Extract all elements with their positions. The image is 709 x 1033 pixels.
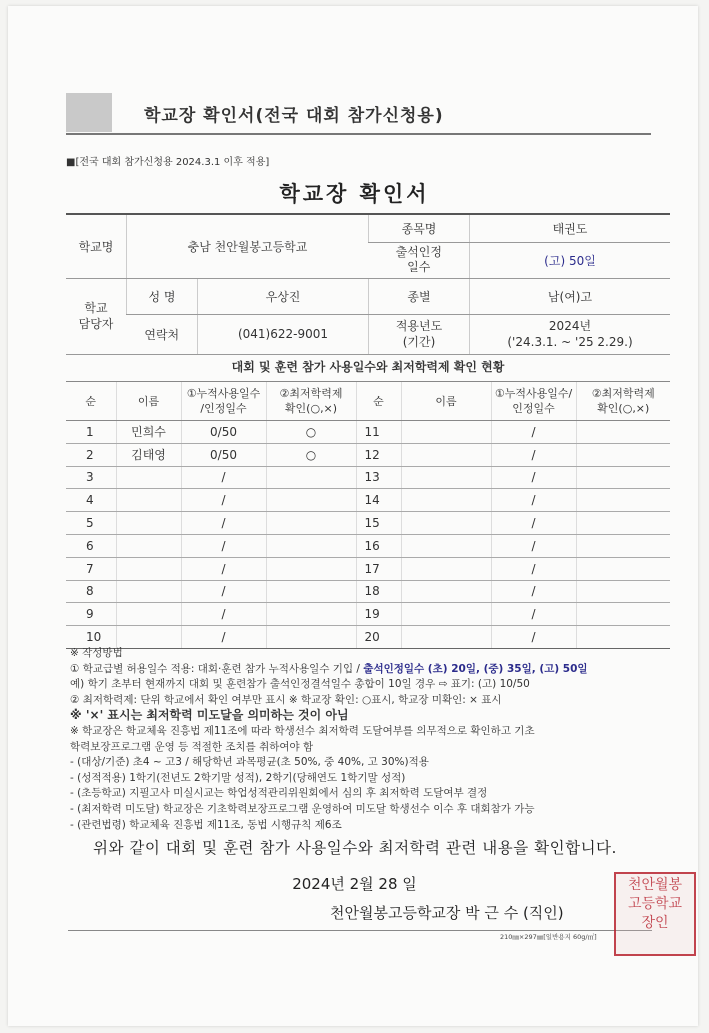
roster-cell: [576, 557, 670, 580]
roster-cell: [576, 443, 670, 466]
method-line: [70, 662, 682, 678]
roster-cell: 17: [356, 557, 401, 580]
method-line: - (대상/기준) 초4 ~ 고3 / 해당학년 과목평균(초 50%, 중 40%, 고 30%)적용: [70, 756, 429, 769]
roster-cell: /: [181, 466, 266, 489]
roster-cell: 민희수: [116, 421, 181, 444]
roster-cell: /: [181, 512, 266, 535]
roster-cell: /: [491, 512, 576, 535]
roster-cell: 11: [356, 421, 401, 444]
method-line: 예) 학기 초부터 현재까지 대회 및 훈련참가 출석인정결석일수 총합이 10일 경우 ⇨ 표기: (고) 10/50: [70, 678, 530, 691]
method-line: - (관련법령) 학교체육 진흥법 제11조, 동법 시행규칙 제6조: [70, 818, 342, 831]
roster-cell: /: [181, 557, 266, 580]
roster-cell: [116, 489, 181, 512]
roster-cell: [401, 534, 491, 557]
roster-header-cell: 순: [66, 382, 116, 421]
roster-cell: [116, 512, 181, 535]
roster-cell: 4: [66, 489, 116, 512]
header-bar: [66, 93, 651, 135]
roster-cell: 2: [66, 443, 116, 466]
roster-header-cell: 이름: [401, 382, 491, 421]
document-title: 학교장 확인서: [279, 182, 430, 206]
roster-row: [66, 443, 670, 466]
roster-cell: 1: [66, 421, 116, 444]
roster-row: [66, 580, 670, 603]
roster-row: [66, 421, 670, 444]
roster-header-cell: 순: [356, 382, 401, 421]
roster-cell: [401, 603, 491, 626]
roster-cell: /: [181, 626, 266, 649]
school-label: 학교명: [66, 214, 127, 278]
method-line: - (성적적용) 1학기(전년도 2학기말 성적), 2학기(당해연도 1학기말 성적): [70, 771, 406, 784]
roster-cell: [401, 443, 491, 466]
roster-cell: /: [181, 580, 266, 603]
roster-cell: 13: [356, 466, 401, 489]
gender-label: 종별: [369, 278, 470, 314]
roster-cell: 김태영: [116, 443, 181, 466]
section-title: 대회 및 훈련 참가 사용일수와 최저학력제 확인 현황: [66, 353, 670, 382]
issue-date: 2024년 2월 28 일: [292, 875, 417, 893]
roster-cell: [576, 421, 670, 444]
roster-cell: /: [491, 466, 576, 489]
roster-cell: /: [491, 534, 576, 557]
application-note: ■[전국 대회 참가신청용 2024.3.1 이후 적용]: [66, 157, 270, 168]
roster-cell: [401, 421, 491, 444]
name-value: 우상진: [198, 278, 369, 314]
roster-cell: 16: [356, 534, 401, 557]
roster-cell: 5: [66, 512, 116, 535]
year-cell: [470, 314, 671, 354]
roster-header-cell: 이름: [116, 382, 181, 421]
method-line-text: ① 학교급별 허용일수 적용: 대회·훈련 참가 누적사용일수 기입 /: [70, 662, 364, 675]
roster-cell: [576, 534, 670, 557]
roster-cell: [116, 580, 181, 603]
roster-cell: [266, 603, 356, 626]
roster-cell: ○: [266, 421, 356, 444]
method-line: - (초등학교) 지필고사 미실시교는 학업성적관리위원회에서 심의 후 최저학력 도달여부 결정: [70, 787, 488, 800]
roster-cell: [116, 534, 181, 557]
roster-cell: 6: [66, 534, 116, 557]
roster-cell: 3: [66, 466, 116, 489]
attendance-label: 출석인정 일수: [369, 242, 470, 278]
event-value: 태권도: [470, 214, 671, 242]
roster-cell: ○: [266, 443, 356, 466]
person-label: 학교 담당자: [66, 278, 127, 354]
roster-cell: /: [491, 489, 576, 512]
header-accent: [66, 93, 112, 132]
roster-cell: [576, 466, 670, 489]
header-title: 학교장 확인서(전국 대회 참가신청용): [144, 106, 444, 126]
roster-cell: [576, 512, 670, 535]
roster-cell: /: [491, 580, 576, 603]
principal-signature: 천안월봉고등학교장 박 근 수 (직인): [330, 904, 564, 922]
roster-row: [66, 466, 670, 489]
roster-table: [66, 382, 670, 649]
period-value: ('24.3.1. ~ '25 2.29.): [507, 335, 633, 349]
roster-row: [66, 603, 670, 626]
method-line: 학력보장프로그램 운영 등 적절한 조치를 취하여야 함: [70, 740, 314, 753]
roster-cell: [266, 466, 356, 489]
roster-cell: 0/50: [181, 421, 266, 444]
roster-cell: 7: [66, 557, 116, 580]
school-info-table: [66, 213, 670, 355]
roster-cell: /: [491, 626, 576, 649]
method-title: ※ 작성방법: [70, 647, 123, 659]
roster-cell: [401, 580, 491, 603]
footer-divider: [68, 930, 652, 931]
roster-cell: [401, 466, 491, 489]
name-label: 성 명: [127, 278, 198, 314]
roster-cell: 8: [66, 580, 116, 603]
attendance-value: (고) 50일: [470, 242, 671, 278]
paper-spec-note: 210㎜×297㎜[일반용지 60g/㎡]: [500, 933, 597, 941]
official-seal-stamp: [614, 872, 696, 956]
roster-cell: [266, 534, 356, 557]
method-line: ※ '×' 표시는 최저학력 미도달을 의미하는 것이 아님: [70, 708, 349, 723]
writing-instructions: [70, 646, 682, 833]
method-line: - (최저학력 미도달) 학교장은 기초학력보장프로그램 운영하여 미도달 학생선수 이수 후 대회참가 가능: [70, 802, 535, 815]
roster-cell: /: [181, 534, 266, 557]
roster-header-cell: ②최저학력제 확인(○,×): [576, 382, 670, 421]
gender-value: 남(여)고: [470, 278, 671, 314]
roster-row: [66, 512, 670, 535]
roster-header-row: [66, 382, 670, 421]
roster-cell: 19: [356, 603, 401, 626]
roster-row: [66, 489, 670, 512]
roster-cell: [401, 557, 491, 580]
roster-header-cell: ①누적사용일수/ 인정일수: [491, 382, 576, 421]
year-value: 2024년: [548, 319, 592, 333]
roster-cell: [266, 580, 356, 603]
roster-cell: 12: [356, 443, 401, 466]
method-line: ② 최저학력제: 단위 학교에서 확인 여부만 표시 ※ 학교장 확인: ○표시, 학교장 미확인: × 표시: [70, 693, 502, 706]
roster-cell: 9: [66, 603, 116, 626]
roster-cell: 15: [356, 512, 401, 535]
roster-cell: [576, 489, 670, 512]
roster-cell: 14: [356, 489, 401, 512]
roster-cell: 0/50: [181, 443, 266, 466]
roster-cell: [576, 603, 670, 626]
roster-header-cell: ①누적사용일수 /인정일수: [181, 382, 266, 421]
roster-cell: /: [491, 557, 576, 580]
year-label: 적용년도 (기간): [369, 314, 470, 354]
method-line: ※ 학교장은 학교체육 진흥법 제11조에 따라 학생선수 최저학력 도달여부를 의무적으로 확인하고 기초: [70, 724, 535, 737]
roster-cell: /: [181, 489, 266, 512]
confirmation-statement: 위와 같이 대회 및 훈련 참가 사용일수와 최저학력 관련 내용을 확인합니다.: [93, 839, 617, 857]
roster-cell: [116, 466, 181, 489]
roster-cell: /: [491, 421, 576, 444]
roster-cell: 20: [356, 626, 401, 649]
roster-row: [66, 534, 670, 557]
contact-label: 연락처: [127, 314, 198, 354]
roster-cell: /: [491, 443, 576, 466]
seal-text: 천안월봉고등학교장인: [627, 877, 683, 931]
roster-cell: [266, 557, 356, 580]
roster-cell: [116, 557, 181, 580]
roster-header-cell: ②최저학력제 확인(○,×): [266, 382, 356, 421]
roster-cell: [401, 512, 491, 535]
allowed-days-highlight: 출석인정일수 (초) 20일, (중) 35일, (고) 50일: [363, 662, 588, 675]
roster-row: [66, 557, 670, 580]
roster-cell: [266, 489, 356, 512]
roster-cell: 10: [66, 626, 116, 649]
roster-cell: [266, 512, 356, 535]
roster-cell: [401, 489, 491, 512]
roster-cell: 18: [356, 580, 401, 603]
event-label: 종목명: [369, 214, 470, 242]
roster-cell: [576, 580, 670, 603]
roster-cell: [116, 603, 181, 626]
roster-cell: /: [491, 603, 576, 626]
roster-cell: /: [181, 603, 266, 626]
contact-value: (041)622-9001: [198, 314, 369, 354]
school-value: 충남 천안월봉고등학교: [127, 214, 369, 278]
